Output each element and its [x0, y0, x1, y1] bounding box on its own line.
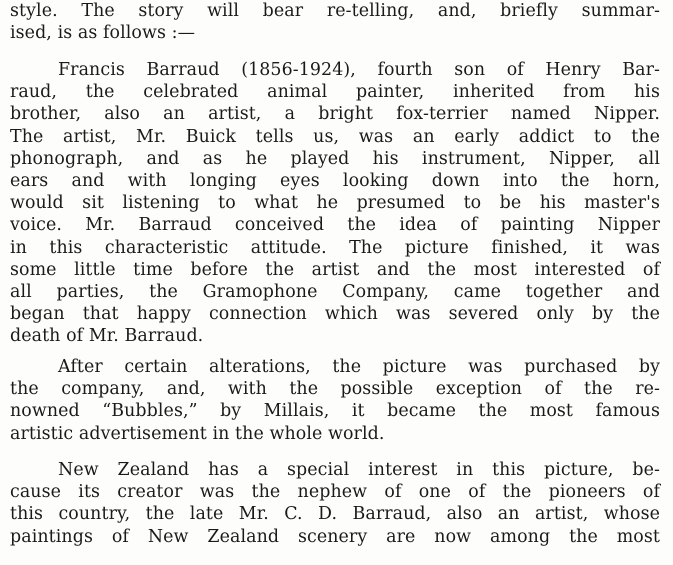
text-line: voice. Mr. Barraud conceived the idea of painting Nipper: [10, 215, 660, 236]
text-line: ears and with longing eyes looking down into the horn,: [10, 170, 660, 191]
text-line: The artist, Mr. Buick tells us, was an early addict to the: [10, 126, 660, 147]
text-line: ised, is as follows :—: [10, 23, 196, 44]
text-line: began that happy connection which was severed only by the: [10, 304, 660, 325]
text-line: phonograph, and as he played his instrument, Nipper, all: [10, 148, 660, 169]
text-line: death of Mr. Barraud.: [10, 326, 204, 347]
text-line: style. The story will bear re-telling, and, briefly summar-: [10, 1, 660, 21]
text-line: this country, the late Mr. C. D. Barraud, also an artist, whose: [10, 504, 660, 525]
paragraph-new-zealand: [10, 459, 660, 548]
text-line: the company, and, with the possible exception of the re-: [10, 379, 660, 400]
text-line: brother, also an artist, a bright fox-terrier named Nipper.: [10, 104, 660, 125]
text-line: nowned “Bubbles,” by Millais, it became the most famous: [10, 401, 660, 422]
paragraph-purchase: [10, 356, 660, 445]
text-line: would sit listening to what he presumed to be his master's: [10, 193, 660, 214]
text-line: artistic advertisement in the whole world.: [10, 423, 385, 444]
text-line: in this characteristic attitude. The picture finished, it was: [10, 237, 660, 258]
paragraph-barraud: [10, 59, 660, 347]
text-line: all parties, the Gramophone Company, came together and: [10, 281, 660, 302]
text-line: After certain alterations, the picture was purchased by: [58, 357, 660, 377]
paragraph-intro: [10, 0, 660, 44]
text-line: cause its creator was the nephew of one of the pioneers of: [10, 482, 660, 503]
text-line: New Zealand has a special interest in this picture, be-: [58, 460, 660, 480]
text-line: paintings of New Zealand scenery are now among the most: [10, 526, 660, 547]
text-line: raud, the celebrated animal painter, inherited from his: [10, 82, 660, 103]
text-line: some little time before the artist and the most interested of: [10, 259, 660, 280]
text-line: Francis Barraud (1856-1924), fourth son of Henry Bar-: [58, 60, 660, 80]
